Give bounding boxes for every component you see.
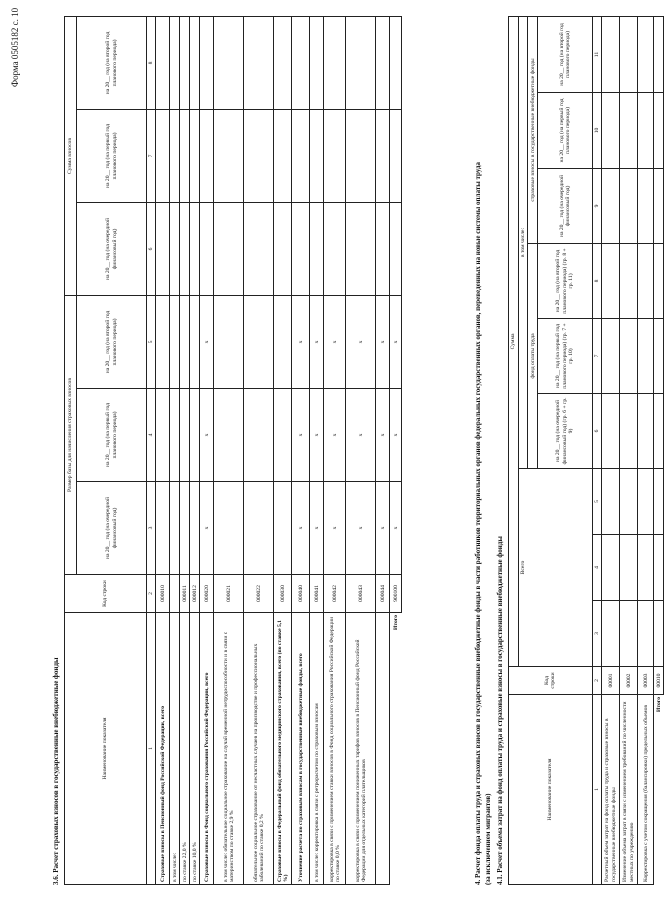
value-cell	[180, 109, 190, 202]
row-name: Корректировка с учетом сокращения (балансировки) предельных объемов	[638, 695, 654, 885]
value-cell	[346, 16, 376, 109]
table-row	[190, 16, 200, 884]
column-number: 1	[592, 695, 601, 885]
value-cell	[654, 535, 664, 601]
value-cell	[292, 16, 310, 109]
header-fot: фонд оплаты труда	[528, 244, 538, 469]
header-base-p2: на 20__ год (на второй год планового периода)	[77, 295, 147, 388]
header-sum-p1: на 20__ год (на первый год планового периода)	[77, 109, 147, 202]
table-row	[346, 16, 376, 884]
table-row	[638, 16, 654, 884]
value-cell: x	[200, 295, 214, 388]
row-name: Страховые взносы в Фонд социального страхования Российской Федерации, всего	[200, 613, 214, 885]
value-cell	[156, 16, 170, 109]
row-name	[376, 613, 390, 885]
row-code	[170, 575, 180, 613]
column-number: 6	[592, 394, 601, 469]
subheader-3: на 20__ год (на очередной финансовый год) (гр. 6 + гр. 9)	[538, 394, 592, 469]
value-cell	[638, 535, 654, 601]
column-number: 4	[147, 389, 156, 482]
row-code: 000043	[346, 575, 376, 613]
value-cell	[190, 295, 200, 388]
row-name: Страховые взносы в Пенсионный фонд Российской Федерации, всего	[156, 613, 170, 885]
value-cell: x	[376, 389, 390, 482]
header-sum-group: Сумма взносов	[65, 16, 77, 295]
column-number: 3	[592, 601, 601, 667]
column-number: 8	[592, 244, 601, 319]
value-cell	[292, 202, 310, 295]
table-row	[200, 16, 214, 884]
row-name: в том числе: корректировка в связи с ретрорасчетом по страховым взносам	[310, 613, 324, 885]
value-cell	[180, 202, 190, 295]
row-name: корректировка в связи с применением ставки взносов в Фонд социального страхования Российской Федерации по ставке 0,0 %	[324, 613, 346, 885]
subheader-8: на 20__ год (на второй год планового периода)	[538, 16, 592, 92]
value-cell	[170, 482, 180, 575]
value-cell	[602, 469, 620, 535]
value-cell	[274, 389, 292, 482]
value-cell	[620, 394, 638, 469]
table-row	[156, 16, 170, 884]
value-cell	[190, 389, 200, 482]
row-code: 000010	[156, 575, 170, 613]
value-cell: x	[292, 389, 310, 482]
value-cell	[156, 295, 170, 388]
value-cell	[310, 109, 324, 202]
section-4-1-title: 4.1. Расчет объема затрат на фонд оплаты труда и страховые взносы в государственные внебюджетные фонды	[496, 536, 504, 885]
value-cell	[602, 169, 620, 244]
value-cell	[274, 109, 292, 202]
header-name: Наименование показателя	[65, 613, 147, 885]
value-cell	[274, 16, 292, 109]
column-number: 10	[592, 93, 601, 169]
column-number: 6	[147, 202, 156, 295]
value-cell	[638, 319, 654, 394]
row-name: по ставке 10,0 %	[190, 613, 200, 885]
value-cell	[602, 16, 620, 92]
value-cell	[190, 16, 200, 109]
value-cell	[156, 202, 170, 295]
value-cell: x	[376, 295, 390, 388]
subheader-7: на 20__ год (на первый год планового периода)	[538, 93, 592, 169]
row-name: Расчетный объем затрат на фонд оплаты труда и страховые взносы в государственные внебюджетные фонды	[602, 695, 620, 885]
table-row	[310, 16, 324, 884]
value-cell	[346, 202, 376, 295]
value-cell	[620, 93, 638, 169]
value-cell	[620, 535, 638, 601]
value-cell	[638, 601, 654, 667]
total-row	[390, 16, 402, 884]
row-code: 000044	[376, 575, 390, 613]
total-row	[654, 16, 664, 884]
value-cell: x	[390, 482, 402, 575]
value-cell	[170, 389, 180, 482]
column-number: 7	[592, 319, 601, 394]
value-cell: x	[390, 295, 402, 388]
row-code: 000020	[200, 575, 214, 613]
total-code: 00010	[654, 667, 664, 695]
value-cell	[244, 202, 274, 295]
value-cell	[180, 482, 190, 575]
column-number: 4	[592, 535, 601, 601]
value-cell	[214, 16, 244, 109]
value-cell	[200, 202, 214, 295]
row-code: 00001	[602, 667, 620, 695]
row-name: по ставке 22,0 %	[180, 613, 190, 885]
header-sum-p2: на 20__ год (на второй год планового периода)	[77, 16, 147, 109]
value-cell	[244, 389, 274, 482]
header-base-p1: на 20__ год (на первый год планового периода)	[77, 389, 147, 482]
value-cell	[180, 295, 190, 388]
value-cell	[638, 16, 654, 92]
value-cell	[390, 109, 402, 202]
value-cell	[244, 109, 274, 202]
column-number: 7	[147, 109, 156, 202]
value-cell	[654, 169, 664, 244]
subheader-4: на 20__ год (на первый год планового периода) (гр. 7 + гр. 10)	[538, 319, 592, 394]
value-cell	[310, 16, 324, 109]
table-row	[244, 16, 274, 884]
total-code: 900100	[390, 575, 402, 613]
value-cell	[180, 389, 190, 482]
value-cell: x	[200, 389, 214, 482]
table-row	[324, 16, 346, 884]
value-cell	[156, 389, 170, 482]
value-cell	[170, 109, 180, 202]
value-cell	[390, 16, 402, 109]
subheader-6: на 20__ год (на очередной финансовый год)	[538, 169, 592, 244]
value-cell	[654, 244, 664, 319]
value-cell	[324, 202, 346, 295]
value-cell	[620, 601, 638, 667]
value-cell	[602, 535, 620, 601]
value-cell	[602, 319, 620, 394]
column-number: 8	[147, 16, 156, 109]
header-name: Наименование показателя	[509, 695, 593, 885]
value-cell	[654, 469, 664, 535]
value-cell	[214, 389, 244, 482]
table-row	[274, 16, 292, 884]
value-cell	[376, 16, 390, 109]
row-name: Изменение объема затрат в связи с изменением требований по численности местных по учреждению	[620, 695, 638, 885]
value-cell	[274, 202, 292, 295]
value-cell	[190, 482, 200, 575]
value-cell: x	[346, 482, 376, 575]
table-row	[180, 16, 190, 884]
column-number: 9	[592, 169, 601, 244]
value-cell	[156, 482, 170, 575]
header-code: Код строки	[65, 575, 147, 613]
value-cell: x	[390, 389, 402, 482]
total-label: Итого	[655, 697, 662, 713]
row-name: в том числе:	[170, 613, 180, 885]
table-row	[602, 16, 620, 884]
value-cell	[310, 202, 324, 295]
row-code: 000021	[214, 575, 244, 613]
form-id: Форма 0505182 с. 10	[10, 7, 20, 87]
value-cell	[214, 295, 244, 388]
value-cell	[602, 601, 620, 667]
value-cell	[292, 109, 310, 202]
value-cell	[200, 109, 214, 202]
value-cell	[602, 244, 620, 319]
value-cell	[654, 601, 664, 667]
row-code: 000012	[190, 575, 200, 613]
row-name: корректировка в связи с применением пониженных тарифов взносов в Пенсионный фонд Российской Федерации для отдельных категорий плательщиков	[346, 613, 376, 885]
section-4-subtitle: (за исключением мигрантов)	[484, 793, 492, 885]
value-cell	[244, 482, 274, 575]
row-code: 00002	[620, 667, 638, 695]
value-cell	[324, 16, 346, 109]
value-cell: x	[310, 482, 324, 575]
value-cell: x	[346, 389, 376, 482]
value-cell: x	[324, 295, 346, 388]
value-cell	[654, 319, 664, 394]
value-cell	[346, 109, 376, 202]
value-cell	[620, 16, 638, 92]
table-row	[620, 16, 638, 884]
column-number: 2	[592, 667, 601, 695]
value-cell	[638, 394, 654, 469]
value-cell	[602, 394, 620, 469]
column-number: 11	[592, 16, 601, 92]
section-4-title: 4. Расчет фонда оплаты труда и страховых взносов в государственные внебюджетные фонды в части работников территориальных органов федеральных государственных органов, переведенных на новые системы оплаты труда	[474, 162, 482, 885]
value-cell	[638, 169, 654, 244]
row-code: 000042	[324, 575, 346, 613]
value-cell	[620, 469, 638, 535]
row-code: 000040	[292, 575, 310, 613]
column-number: 2	[147, 575, 156, 613]
table-row	[376, 16, 390, 884]
value-cell	[274, 295, 292, 388]
column-number: 3	[147, 482, 156, 575]
value-cell	[620, 169, 638, 244]
value-cell	[244, 16, 274, 109]
value-cell	[170, 295, 180, 388]
value-cell	[390, 202, 402, 295]
table-row	[292, 16, 310, 884]
header-incl: в том числе:	[519, 16, 528, 468]
value-cell	[638, 469, 654, 535]
section-3-6-title: 3.6. Расчет страховых взносов в государственные внебюджетные фонды	[52, 657, 60, 885]
row-code: 000022	[244, 575, 274, 613]
value-cell	[214, 482, 244, 575]
value-cell	[602, 93, 620, 169]
value-cell	[190, 202, 200, 295]
value-cell	[376, 109, 390, 202]
row-name: обязательное социальное страхование от несчастных случаев на производстве и профессиональных заболеваний по ставке 0,2 %	[244, 613, 274, 885]
value-cell: x	[324, 389, 346, 482]
header-sum: Сумма	[509, 16, 519, 666]
value-cell	[214, 202, 244, 295]
subheader-5: на 20__ год (на второй год планового периода) (гр. 8 + гр. 11)	[538, 244, 592, 319]
value-cell	[654, 16, 664, 92]
value-cell	[156, 109, 170, 202]
header-base-fy: на 20__ год (на очередной финансовый год)	[77, 482, 147, 575]
value-cell	[654, 394, 664, 469]
insurance-contributions-table	[64, 16, 402, 885]
header-total: Всего	[519, 469, 593, 667]
value-cell	[654, 93, 664, 169]
column-number: 5	[592, 469, 601, 535]
header-ins: страховые взносы в государственные внебюджетные фонды	[528, 16, 538, 243]
value-cell: x	[200, 482, 214, 575]
value-cell	[200, 16, 214, 109]
row-code: 000011	[180, 575, 190, 613]
value-cell	[274, 482, 292, 575]
header-sum-fy: на 20__ год (на очередной финансовый год)	[77, 202, 147, 295]
total-label: Итого	[392, 615, 399, 631]
value-cell: x	[292, 482, 310, 575]
value-cell	[170, 202, 180, 295]
value-cell	[170, 16, 180, 109]
value-cell	[638, 244, 654, 319]
row-name: Уточнение расчета по страховым взносам в государственные внебюджетные фонды, всего	[292, 613, 310, 885]
value-cell: x	[324, 482, 346, 575]
value-cell: x	[310, 295, 324, 388]
header-code: Код строки	[509, 667, 593, 695]
row-name: Страховые взносы в Федеральный фонд обязательного медицинского страхования, всего (по ставке 5,1 %)	[274, 613, 292, 885]
value-cell: x	[376, 482, 390, 575]
header-base-group: Размер базы для начисления страховых взносов	[65, 295, 77, 574]
payroll-table	[508, 16, 664, 885]
value-cell	[324, 109, 346, 202]
table-row	[214, 16, 244, 884]
row-name: в том числе: обязательное социальное страхование на случай временной нетрудоспособности и в связи с материнством по ставке 2,9 %	[214, 613, 244, 885]
value-cell	[376, 202, 390, 295]
row-code: 000030	[274, 575, 292, 613]
row-code: 00003	[638, 667, 654, 695]
column-number: 5	[147, 295, 156, 388]
column-number: 1	[147, 613, 156, 885]
table-row	[170, 16, 180, 884]
value-cell	[214, 109, 244, 202]
value-cell	[620, 319, 638, 394]
value-cell: x	[310, 389, 324, 482]
value-cell	[180, 16, 190, 109]
value-cell	[620, 244, 638, 319]
value-cell	[190, 109, 200, 202]
value-cell	[638, 93, 654, 169]
value-cell: x	[346, 295, 376, 388]
row-code: 000041	[310, 575, 324, 613]
value-cell: x	[292, 295, 310, 388]
value-cell	[244, 295, 274, 388]
